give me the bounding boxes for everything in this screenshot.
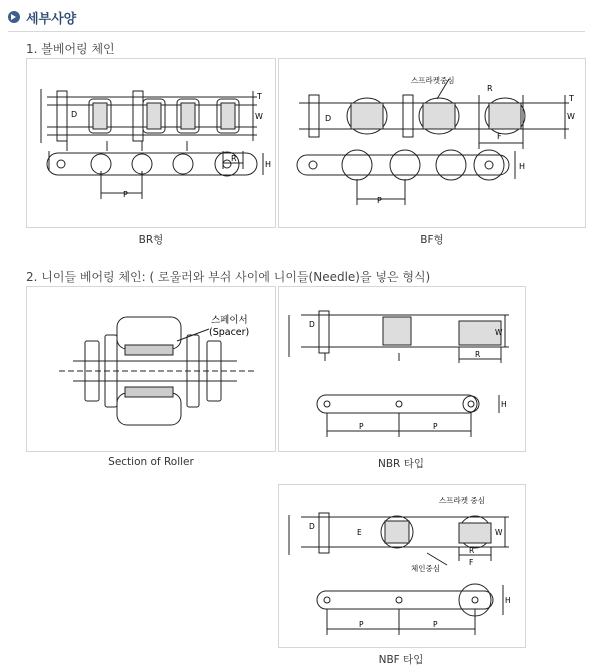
dim-t: T	[257, 92, 262, 101]
dim-h: H	[265, 160, 272, 169]
label-sprocket-center: 스프라켓중심	[411, 76, 455, 85]
dim-f: F	[497, 132, 502, 141]
caption-br: BR형	[138, 234, 164, 246]
caption-section-of-roller: Section of Roller	[108, 456, 194, 468]
dim-d: D	[309, 320, 315, 329]
dim-p-1: P	[359, 620, 364, 629]
dim-d: D	[325, 114, 332, 123]
nbf-drawing	[279, 485, 525, 647]
dim-w: W	[567, 112, 575, 121]
caption-nbr: NBR 타입	[378, 458, 424, 470]
dim-r: R	[487, 84, 493, 93]
label-spacer-en: (Spacer)	[209, 327, 250, 338]
dim-p-2: P	[433, 422, 438, 431]
dim-r: R	[469, 546, 475, 555]
figure-nbf	[278, 484, 526, 648]
dim-d: D	[71, 110, 78, 119]
bf-drawing	[279, 59, 585, 227]
section-title-needle-bearing: 2. 니이들 베어링 체인: ( 로울러와 부쉬 사이에 니이들(Needle)을 넣은 형식)	[26, 270, 431, 284]
dim-h: H	[501, 400, 507, 409]
label-sprocket-center: 스프라켓 중심	[439, 496, 485, 505]
dim-r: R	[475, 350, 481, 359]
dim-w: W	[255, 112, 263, 121]
dim-p: P	[123, 190, 128, 199]
section-title-ball-bearing: 1. 볼베어링 체인	[26, 42, 115, 56]
dim-h: H	[505, 596, 511, 605]
bullet-arrow-icon	[8, 11, 20, 23]
figure-section-of-roller	[26, 286, 276, 452]
section-header	[8, 8, 585, 30]
page-title: 세부사양	[26, 12, 77, 27]
dim-e: E	[357, 528, 362, 537]
br-drawing	[27, 59, 275, 227]
label-spacer-ko: 스페이서	[211, 315, 248, 326]
label-chain-center: 체인중심	[411, 564, 440, 573]
caption-bf: BF형	[420, 234, 444, 246]
header-divider	[8, 31, 585, 32]
figure-nbr	[278, 286, 526, 452]
dim-p-1: P	[359, 422, 364, 431]
figure-bf	[278, 58, 586, 228]
dim-w: W	[495, 528, 503, 537]
dim-d: D	[309, 522, 315, 531]
caption-nbf: NBF 타입	[378, 654, 424, 666]
nbr-drawing	[279, 287, 525, 451]
figure-br	[26, 58, 276, 228]
dim-r: R	[231, 154, 237, 163]
dim-p-2: P	[433, 620, 438, 629]
roller-section-drawing	[27, 287, 275, 451]
dim-p: P	[377, 196, 382, 205]
dim-w: W	[495, 328, 503, 337]
dim-f: F	[469, 558, 474, 567]
dim-h: H	[519, 162, 526, 171]
dim-t: T	[569, 94, 574, 103]
